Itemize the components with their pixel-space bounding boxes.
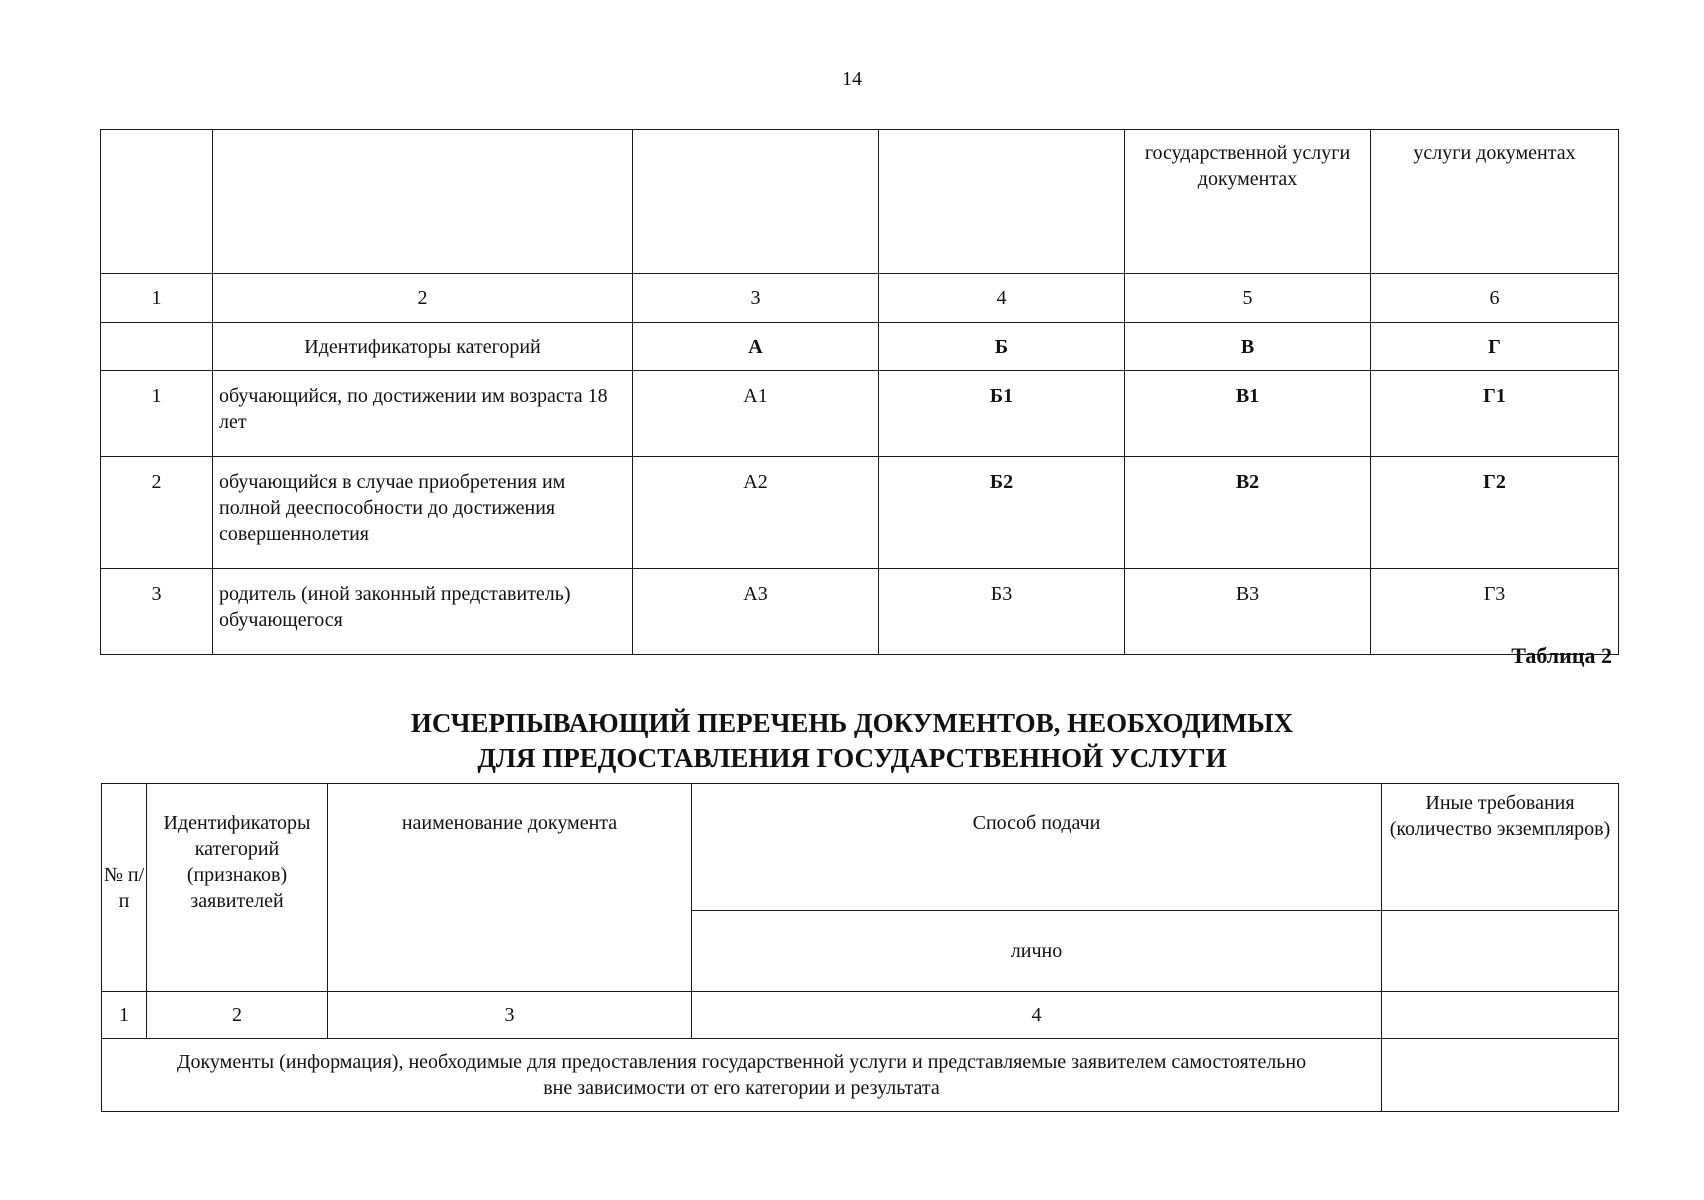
empty-cell [1382,1039,1619,1112]
column-number: 1 [102,992,147,1039]
empty-cell [1382,911,1619,992]
code-g: Г3 [1371,569,1619,655]
header-cell-4 [879,130,1125,274]
code-v: В3 [1125,569,1371,655]
header-num: № п/п [102,784,147,992]
category-description: обучающийся, по достижении им возраста 18 лет [213,371,633,457]
section-heading: Документы (информация), необходимые для предоставления государственной услуги и представляемые заявителем самостоятельно вне зависимости от его категории и результата [102,1039,1382,1112]
column-numbers-row [102,992,1619,1039]
column-number: 1 [101,274,213,323]
table-label: Таблица 2 [1511,643,1612,668]
code-g: Г2 [1371,457,1619,569]
code-v: В2 [1125,457,1371,569]
table-title-line: ДЛЯ ПРЕДОСТАВЛЕНИЯ ГОСУДАРСТВЕННОЙ УСЛУГИ [477,743,1227,774]
header-cell-1 [101,130,213,274]
header-cell-6: услуги документах [1371,130,1619,274]
page-number: 14 [842,68,862,90]
categories-table [100,129,1619,655]
header-cell-2 [213,130,633,274]
column-number: 5 [1125,274,1371,323]
table-title-line: ИСЧЕРПЫВАЮЩИЙ ПЕРЕЧЕНЬ ДОКУМЕНТОВ, НЕОБХОДИМЫХ [410,708,1294,738]
empty-cell [1382,992,1619,1039]
column-number: 4 [692,992,1382,1039]
category-description: родитель (иной законный представитель) обучающегося [213,569,633,655]
code-a: А3 [633,569,879,655]
category-code: В [1125,323,1371,371]
header-cell-5: государственной услуги документах [1125,130,1371,274]
header-row [102,784,1619,911]
column-numbers-row [101,274,1619,323]
header-method-in-person: лично [692,911,1382,992]
header-document-name: наименование документа [328,784,692,992]
column-number: 3 [328,992,692,1039]
category-description: обучающийся в случае приобретения им полной дееспособности до достижения совершеннолетия [213,457,633,569]
category-ids-label: Идентификаторы категорий [213,323,633,371]
header-other-requirements: Иные требования (количество экземпляров) [1382,784,1619,911]
row-number: 3 [101,569,213,655]
category-code: А [633,323,879,371]
category-code: Г [1371,323,1619,371]
code-a: А2 [633,457,879,569]
code-v: В1 [1125,371,1371,457]
header-cell-3 [633,130,879,274]
category-ids-row [101,323,1619,371]
header-submission-method: Способ подачи [692,784,1382,911]
table-row [101,371,1619,457]
section-row [102,1039,1619,1112]
header-continuation-row [101,130,1619,274]
table-row [101,457,1619,569]
code-b: Б3 [879,569,1125,655]
code-g: Г1 [1371,371,1619,457]
column-number: 2 [213,274,633,323]
row-number: 2 [101,457,213,569]
column-number: 2 [147,992,328,1039]
code-a: А1 [633,371,879,457]
row-number: 1 [101,371,213,457]
table-row [101,569,1619,655]
empty-cell [101,323,213,371]
code-b: Б1 [879,371,1125,457]
column-number: 6 [1371,274,1619,323]
code-b: Б2 [879,457,1125,569]
column-number: 3 [633,274,879,323]
column-number: 4 [879,274,1125,323]
category-code: Б [879,323,1125,371]
header-category-ids: Идентификаторы категорий (признаков) заявителей [147,784,328,992]
table-title [0,706,1704,776]
documents-table [101,783,1619,1112]
